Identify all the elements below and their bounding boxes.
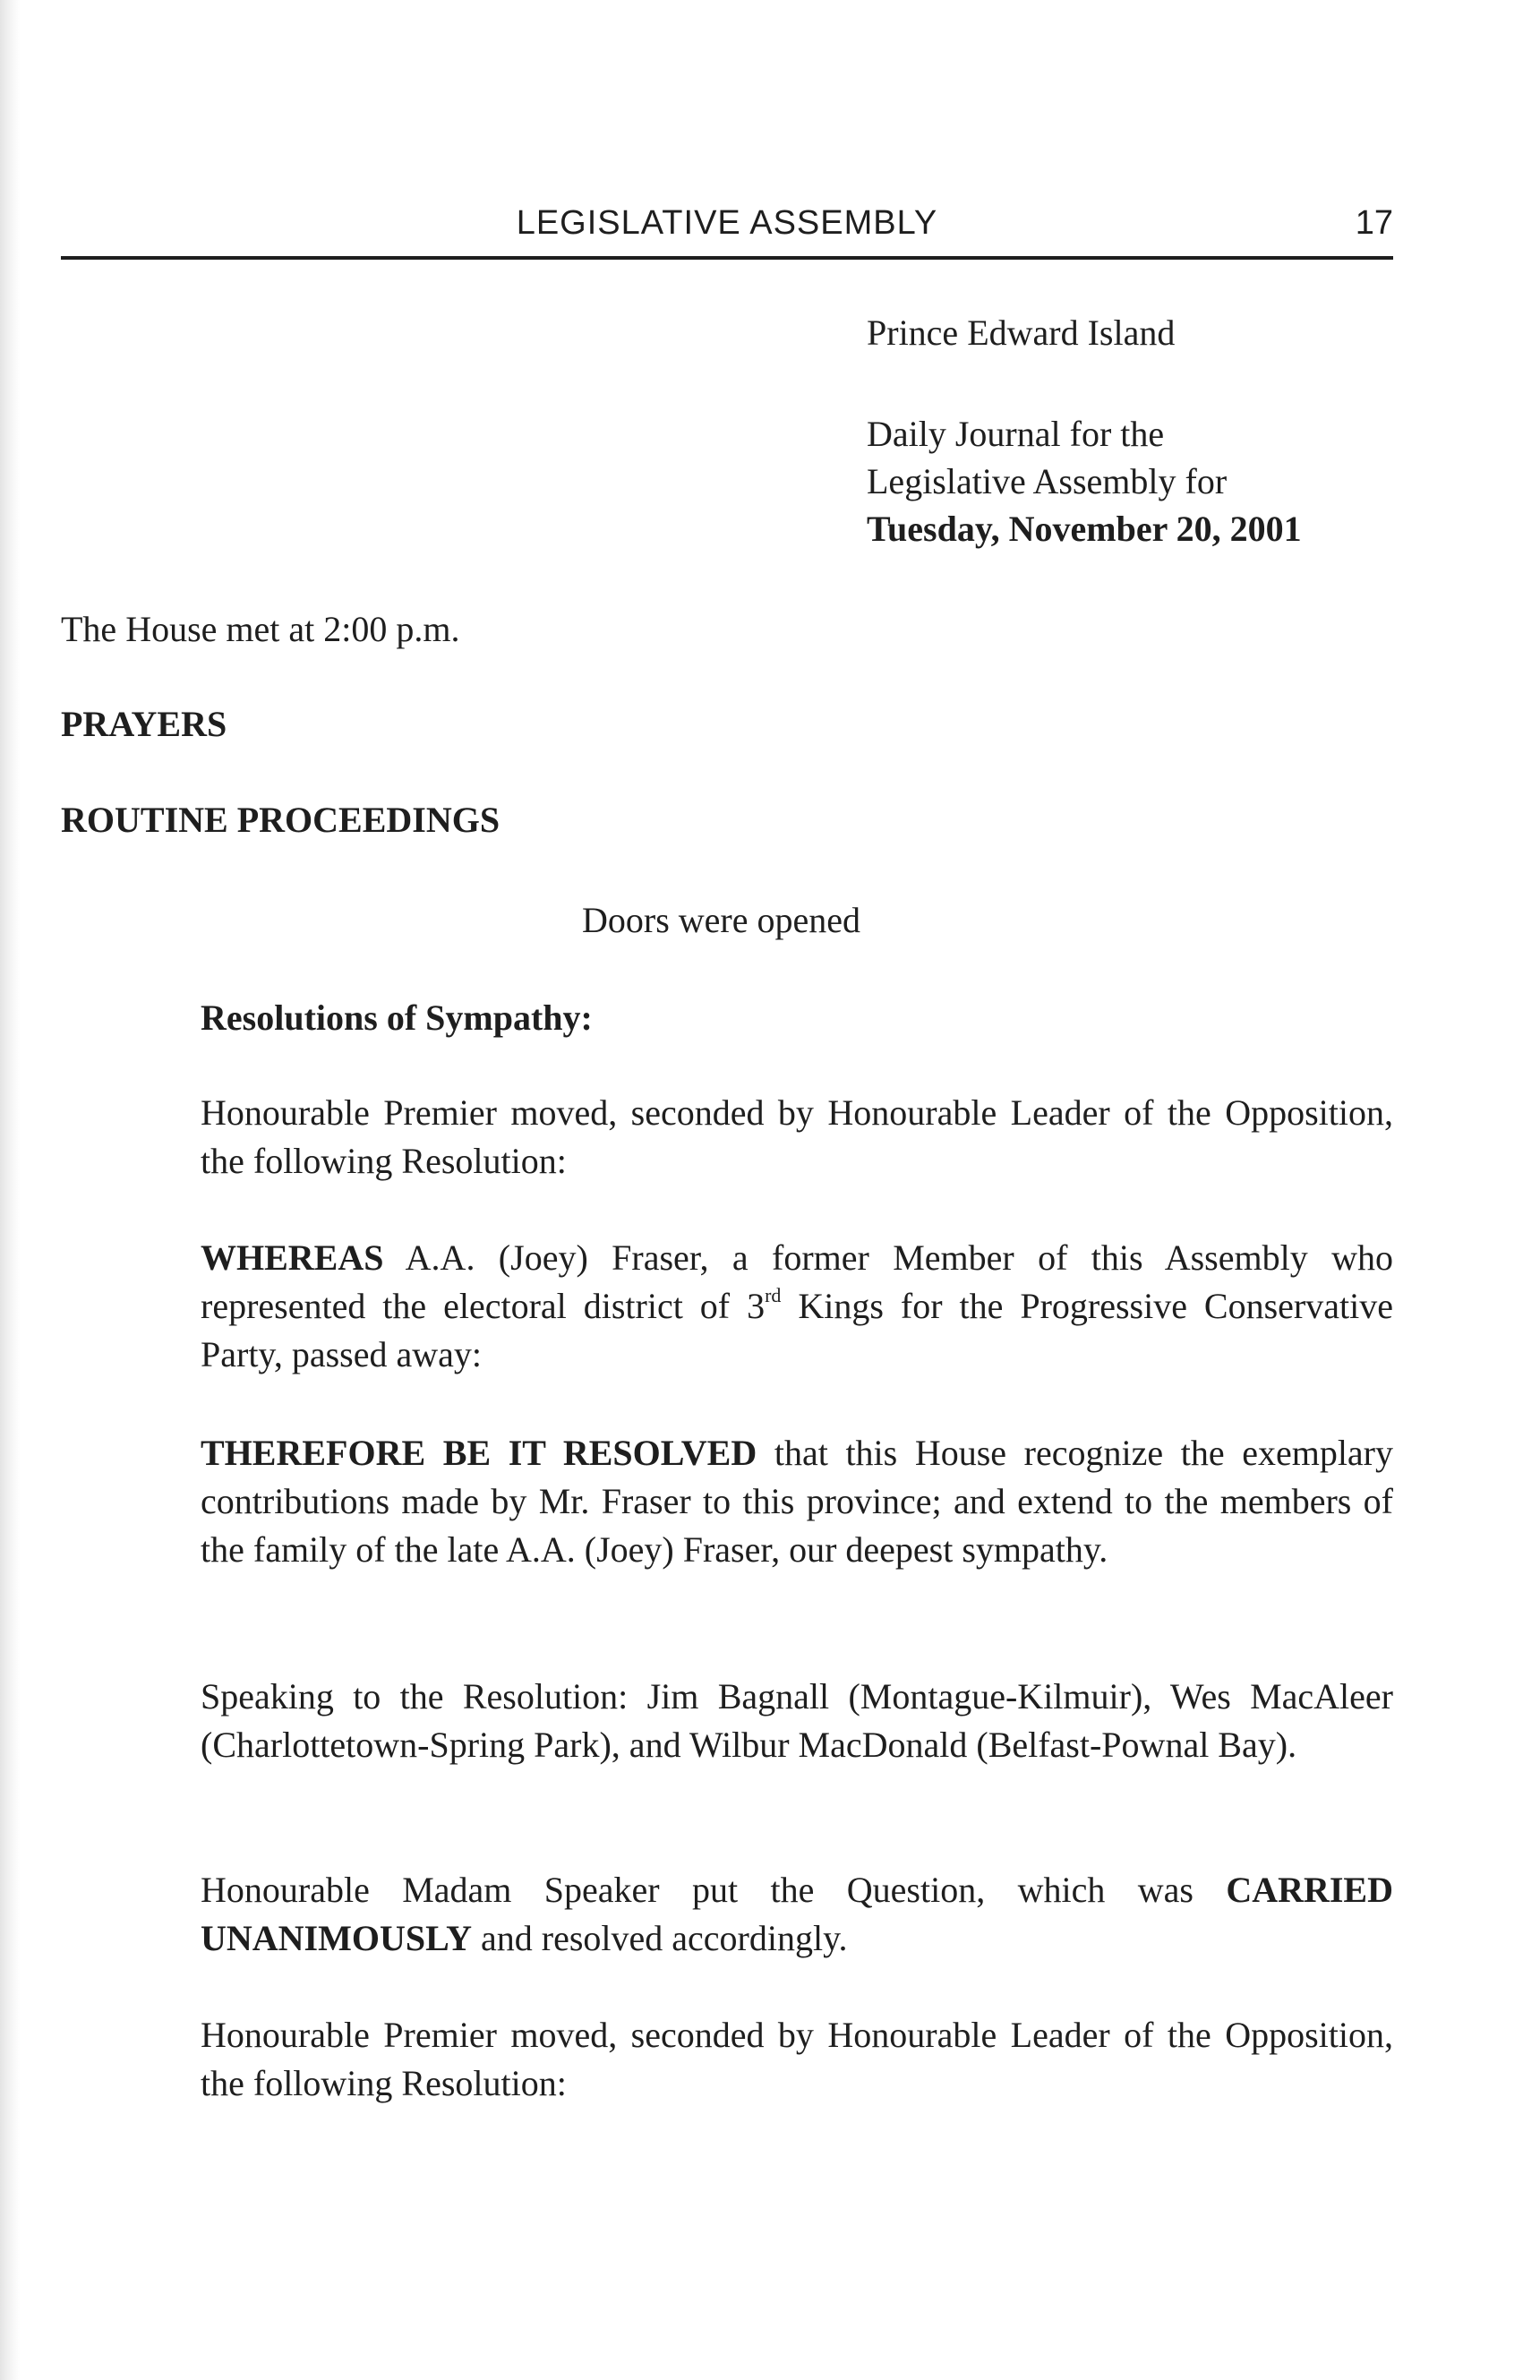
heading-routine-proceedings: ROUTINE PROCEEDINGS — [61, 800, 500, 840]
question-paragraph — [201, 1866, 1393, 1963]
resolutions-heading: Resolutions of Sympathy: — [201, 997, 593, 1038]
question-text-a: Honourable Madam Speaker put the Question, which was — [201, 1870, 1227, 1910]
motion-paragraph-1: Honourable Premier moved, seconded by Honourable Leader of the Opposition, the following Resolution: — [201, 1092, 1393, 1181]
heading-prayers: PRAYERS — [61, 704, 227, 744]
province-name: Prince Edward Island — [867, 312, 1176, 353]
running-header — [61, 204, 1393, 258]
whereas-lead: WHEREAS — [201, 1237, 384, 1278]
speaking-paragraph: Speaking to the Resolution: Jim Bagnall (Montague-Kilmuir), Wes MacAleer (Charlottetown-Spring Park), and Wilbur MacDonald (Belfast-Pownal Bay). — [201, 1676, 1393, 1765]
whereas-text-b: Kings for the Progressive Conservative Party, passed away: — [201, 1286, 1393, 1374]
therefore-text: that this House recognize the exemplary contributions made by Mr. Fraser to this province; and extend to the members of the family of the late A.A. (Joey) Fraser, our deepest sympathy. — [201, 1433, 1394, 1570]
journal-date: Tuesday, November 20, 2001 — [867, 509, 1302, 549]
journal-line-2: Legislative Assembly for — [867, 461, 1228, 501]
opening-line: The House met at 2:00 p.m. — [61, 609, 460, 649]
journal-line-1: Daily Journal for the — [867, 414, 1165, 454]
ordinal-suffix: rd — [765, 1284, 782, 1306]
therefore-lead: THEREFORE BE IT RESOLVED — [201, 1433, 757, 1473]
carried-unanimously: CARRIED UNANIMOUSLY — [201, 1870, 1393, 1958]
question-text-b: and resolved accordingly. — [472, 1918, 848, 1958]
whereas-clause — [201, 1234, 1393, 1379]
header-rule — [61, 256, 1393, 260]
header-title: LEGISLATIVE ASSEMBLY — [516, 204, 938, 242]
whereas-text-a: A.A. (Joey) Fraser, a former Member of this Assembly who represented the electoral district of 3 — [201, 1237, 1393, 1326]
motion-paragraph-2: Honourable Premier moved, seconded by Honourable Leader of the Opposition, the following Resolution: — [201, 2015, 1393, 2103]
page-edge-shadow — [0, 0, 20, 2380]
therefore-clause — [201, 1429, 1393, 1574]
page-number: 17 — [1355, 204, 1393, 242]
doors-opened-line: Doors were opened — [582, 900, 860, 940]
